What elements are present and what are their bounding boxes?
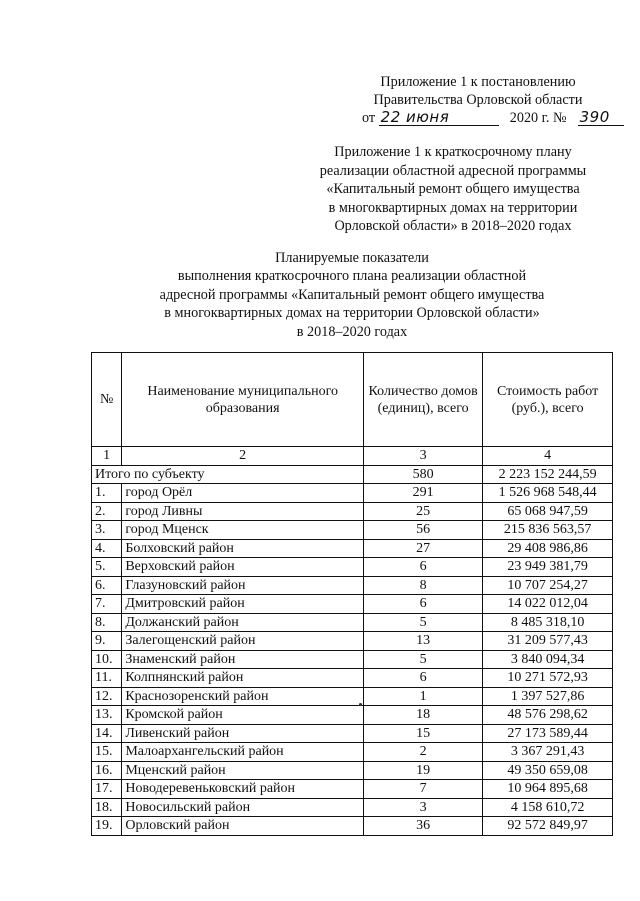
column-number-row [92, 447, 613, 466]
row-cost: 8 485 318,10 [483, 613, 613, 632]
row-name: Ливенский район [122, 724, 364, 743]
row-name: город Ливны [122, 502, 364, 521]
row-count: 25 [363, 502, 482, 521]
annex-line: реализации областной адресной программы [319, 162, 587, 179]
row-name: Залегощенский район [122, 632, 364, 651]
row-number: 5. [92, 558, 122, 577]
row-name: Новодеревеньковский район [122, 780, 364, 799]
row-name: Дмитровский район [122, 595, 364, 614]
row-cost: 49 350 659,08 [483, 761, 613, 780]
table-row [92, 669, 613, 688]
row-name: Верховский район [122, 558, 364, 577]
row-count: 6 [363, 595, 482, 614]
approval-block [362, 73, 610, 127]
approval-date-line [362, 108, 610, 127]
row-cost: 92 572 849,97 [483, 817, 613, 836]
table-row [92, 613, 613, 632]
table-row [92, 706, 613, 725]
annex-line: «Капитальный ремонт общего имущества [326, 181, 580, 198]
row-number: 12. [92, 687, 122, 706]
row-count: 2 [363, 743, 482, 762]
row-name: Глазуновский район [122, 576, 364, 595]
table-row [92, 780, 613, 799]
header-cost: Стоимость работ (руб.), всего [483, 353, 613, 447]
row-name: Малоархангельский район [122, 743, 364, 762]
table-row [92, 632, 613, 651]
annex-line: в многоквартирных домах на территории [328, 199, 578, 216]
row-cost: 10 271 572,93 [483, 669, 613, 688]
table-row [92, 484, 613, 503]
row-number: 7. [92, 595, 122, 614]
column-number: 2 [122, 447, 364, 466]
row-name: Мценский район [122, 761, 364, 780]
annex-block [303, 143, 603, 236]
row-count: 6 [363, 558, 482, 577]
table-row [92, 761, 613, 780]
row-cost: 29 408 986,86 [483, 539, 613, 558]
row-name: Орловский район [122, 817, 364, 836]
table-row [92, 650, 613, 669]
row-name: город Мценск [122, 521, 364, 540]
row-count: 291 [363, 484, 482, 503]
row-number: 4. [92, 539, 122, 558]
plan-title [92, 249, 612, 341]
total-label: Итого по субъекту [92, 465, 364, 484]
row-number: 11. [92, 669, 122, 688]
date-year: 2020 г. № [509, 110, 567, 126]
row-count: 27 [363, 539, 482, 558]
column-number: 4 [483, 447, 613, 466]
row-number: 19. [92, 817, 122, 836]
table-row [92, 521, 613, 540]
row-number: 18. [92, 798, 122, 817]
plan-title-line: Планируемые показатели [275, 250, 429, 266]
row-cost: 1 526 968 548,44 [483, 484, 613, 503]
row-cost: 3 840 094,34 [483, 650, 613, 669]
row-count: 3 [363, 798, 482, 817]
row-number: 15. [92, 743, 122, 762]
row-name: Новосильский район [122, 798, 364, 817]
annex-line: Приложение 1 к краткосрочному плану [334, 144, 572, 160]
plan-title-line: выполнения краткосрочного плана реализации областной [177, 268, 527, 285]
row-name: Знаменский район [122, 650, 364, 669]
date-prefix: от [362, 110, 376, 126]
row-count: 56 [363, 521, 482, 540]
table-row [92, 687, 613, 706]
table-row [92, 798, 613, 817]
table-header-row [92, 353, 613, 447]
table-row [92, 724, 613, 743]
approval-line-2: Правительства Орловской области [373, 92, 583, 108]
scan-speck [359, 703, 362, 706]
row-cost: 4 158 610,72 [483, 798, 613, 817]
row-number: 16. [92, 761, 122, 780]
table-row [92, 817, 613, 836]
row-count: 19 [363, 761, 482, 780]
indicators-table [91, 352, 613, 836]
row-cost: 215 836 563,57 [483, 521, 613, 540]
row-count: 8 [363, 576, 482, 595]
column-number: 1 [92, 447, 122, 466]
row-count: 5 [363, 613, 482, 632]
row-cost: 10 707 254,27 [483, 576, 613, 595]
row-count: 15 [363, 724, 482, 743]
row-number: 8. [92, 613, 122, 632]
header-num: № [92, 353, 122, 447]
row-cost: 65 068 947,59 [483, 502, 613, 521]
table-row [92, 595, 613, 614]
plan-title-line: в многоквартирных домах на территории Орловской области» [164, 305, 540, 322]
row-number: 1. [92, 484, 122, 503]
row-count: 18 [363, 706, 482, 725]
row-cost: 10 964 895,68 [483, 780, 613, 799]
row-count: 7 [363, 780, 482, 799]
row-cost: 23 949 381,79 [483, 558, 613, 577]
row-number: 3. [92, 521, 122, 540]
row-number: 10. [92, 650, 122, 669]
row-name: Кромской район [122, 706, 364, 725]
table-row [92, 576, 613, 595]
row-count: 36 [363, 817, 482, 836]
handwritten-date: 22 июня [379, 109, 499, 126]
column-number: 3 [363, 447, 482, 466]
table-row [92, 539, 613, 558]
approval-line-1: Приложение 1 к постановлению [380, 74, 576, 90]
row-name: Колпнянский район [122, 669, 364, 688]
table-row [92, 743, 613, 762]
row-cost: 1 397 527,86 [483, 687, 613, 706]
row-count: 1 [363, 687, 482, 706]
table-body [92, 465, 613, 835]
row-name: Болховский район [122, 539, 364, 558]
row-cost: 14 022 012,04 [483, 595, 613, 614]
row-number: 13. [92, 706, 122, 725]
annex-line: Орловской области» в 2018–2020 годах [334, 218, 572, 235]
row-count: 5 [363, 650, 482, 669]
row-number: 14. [92, 724, 122, 743]
row-number: 17. [92, 780, 122, 799]
table-row [92, 502, 613, 521]
total-cost: 2 223 152 244,59 [483, 465, 613, 484]
header-name: Наименование муниципального образования [122, 353, 364, 447]
row-count: 13 [363, 632, 482, 651]
handwritten-number: 390 [578, 109, 624, 126]
row-number: 2. [92, 502, 122, 521]
row-name: Краснозоренский район [122, 687, 364, 706]
row-name: Должанский район [122, 613, 364, 632]
row-name: город Орёл [122, 484, 364, 503]
row-number: 9. [92, 632, 122, 651]
row-cost: 48 576 298,62 [483, 706, 613, 725]
table-row [92, 558, 613, 577]
row-count: 6 [363, 669, 482, 688]
plan-title-line: адресной программы «Капитальный ремонт общего имущества [159, 286, 545, 303]
plan-title-line: в 2018–2020 годах [296, 323, 408, 340]
row-number: 6. [92, 576, 122, 595]
total-row [92, 465, 613, 484]
row-cost: 3 367 291,43 [483, 743, 613, 762]
row-cost: 31 209 577,43 [483, 632, 613, 651]
total-count: 580 [363, 465, 482, 484]
header-count: Количество домов (единиц), всего [363, 353, 482, 447]
row-cost: 27 173 589,44 [483, 724, 613, 743]
